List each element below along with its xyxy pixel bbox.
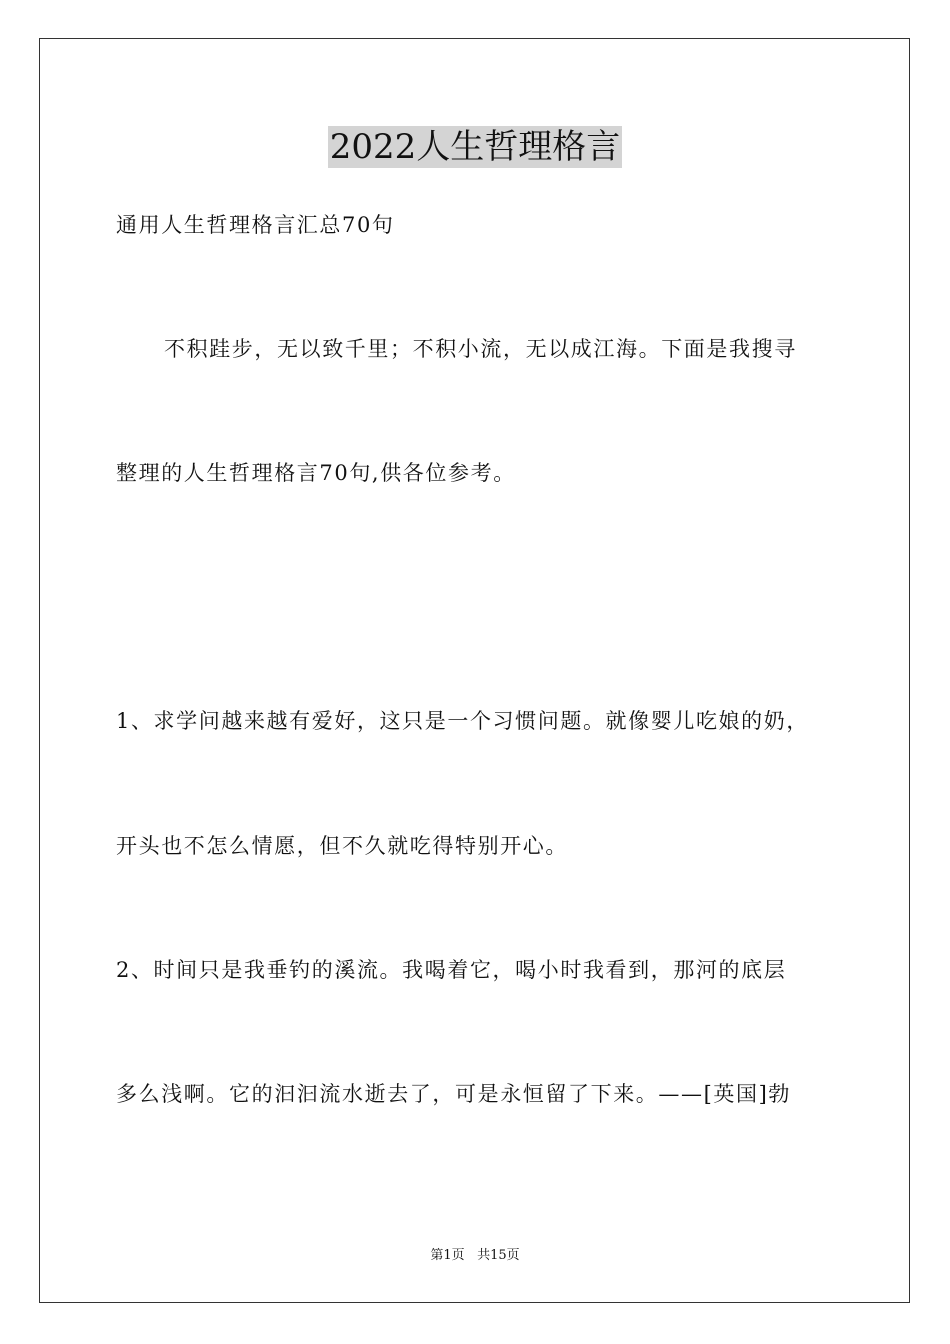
page-number: 第1页 [430,1248,465,1263]
quote-2-line-1: 2、时间只是我垂钓的溪流。我喝着它，喝小时我看到，那河的底层 [116,958,787,982]
intro-paragraph-line-1: 不积跬步，无以致千里；不积小流，无以成江海。下面是我搜寻 [164,337,797,361]
title-container [0,126,950,168]
quote-1-line-1: 1、求学问越来越有爱好，这只是一个习惯问题。就像婴儿吃娘的奶， [116,709,809,733]
intro-paragraph-line-2: 整理的人生哲理格言70句,供各位参考。 [116,461,516,485]
page-total: 共15页 [477,1248,520,1263]
page-footer [0,1247,950,1265]
quote-2-line-2: 多么浅啊。它的汩汩流水逝去了，可是永恒留了下来。——[英国]勃 [116,1082,791,1106]
document-title: 2022人生哲理格言 [329,127,621,167]
subtitle: 通用人生哲理格言汇总70句 [116,213,395,237]
quote-1-line-2: 开头也不怎么情愿，但不久就吃得特别开心。 [116,834,568,858]
